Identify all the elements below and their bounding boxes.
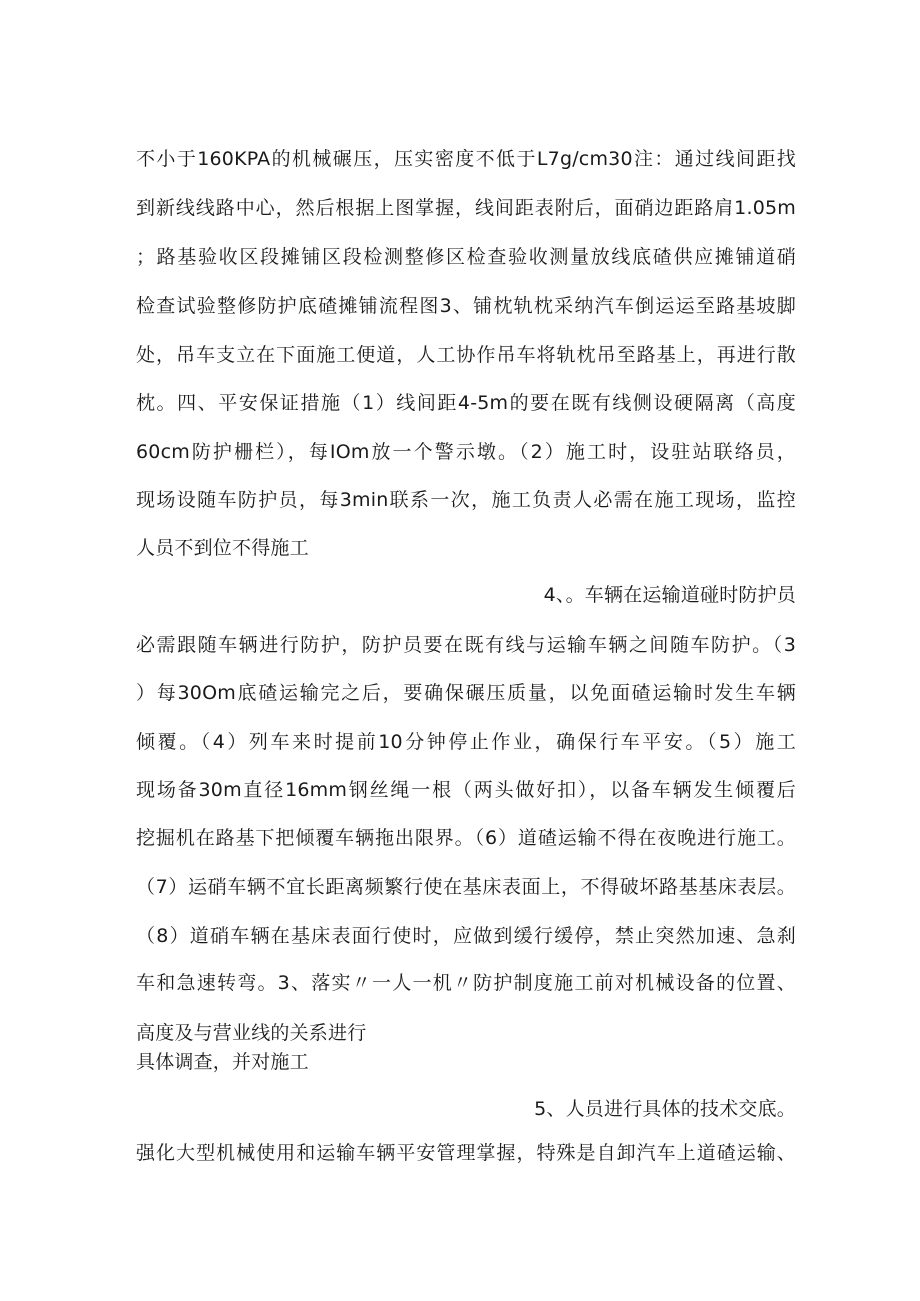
text-line-8: 现场设随车防护员，每3min联系一次，施工负责人必需在施工现场，监控 xyxy=(136,489,796,511)
text-line-3: ；路基验收区段摊铺区段检测整修区检查验收测量放线底碴供应摊铺道硝 xyxy=(136,246,796,268)
text-line-4: 检查试验整修防护底碴摊铺流程图3、铺枕轨枕采纳汽车倒运运至路基坡脚 xyxy=(136,295,796,317)
text-line-6: 枕。四、平安保证措施（1）线间距4-5m的要在既有线侧设硬隔离（高度 xyxy=(136,392,796,414)
text-line-20: 具体调查，并对施工 xyxy=(136,1051,309,1073)
text-line-18: 车和急速转弯。3、落实〃一人一机〃防护制度施工前对机械设备的位置、 xyxy=(136,972,796,994)
text-line-14: 现场备30m直径16mm钢丝绳一根（两头做好扣），以备车辆发生倾覆后 xyxy=(136,779,796,801)
text-line-16: （7）运硝车辆不宜长距离频繁行使在基床表面上，不得破坏路基基床表层。 xyxy=(136,876,796,898)
text-line-2: 到新线线路中心，然后根据上图掌握，线间距表附后，面硝边距路肩1.05m xyxy=(136,197,796,219)
text-line-12: ）每30Om底碴运输完之后，要确保碾压质量，以免面碴运输时发生车辆 xyxy=(136,682,796,704)
text-line-15: 挖掘机在路基下把倾覆车辆拖出限界。（6）道碴运输不得在夜晚进行施工。 xyxy=(136,827,796,849)
text-line-5: 处，吊车支立在下面施工便道，人工协作吊车将轨枕吊至路基上，再进行散 xyxy=(136,344,796,366)
text-line-10: 4、。车辆在运输道碰时防护员 xyxy=(543,584,796,606)
text-line-17: （8）道硝车辆在基床表面行使时，应做到缓行缓停，禁止突然加速、急刹 xyxy=(136,925,796,947)
text-line-1: 不小于160KPA的机械碾压，压实密度不低于L7g∕cm30注：通过线间距找 xyxy=(136,148,796,170)
text-line-9: 人员不到位不得施工 xyxy=(136,537,309,559)
text-line-13: 倾覆。（4）列车来时提前10分钟停止作业，确保行车平安。（5）施工 xyxy=(136,731,796,753)
text-line-19: 高度及与营业线的关系进行 xyxy=(136,1022,367,1044)
text-line-22: 强化大型机械使用和运输车辆平安管理掌握，特殊是自卸汽车上道碴运输、 xyxy=(136,1142,796,1164)
text-line-7: 60cm防护栅栏），每IOm放一个警示墩。（2）施工时，设驻站联络员， xyxy=(136,441,796,463)
text-line-21: 5、人员进行具体的技术交底。 xyxy=(534,1098,796,1120)
text-line-11: 必需跟随车辆进行防护，防护员要在既有线与运输车辆之间随车防护。（3 xyxy=(136,634,796,656)
